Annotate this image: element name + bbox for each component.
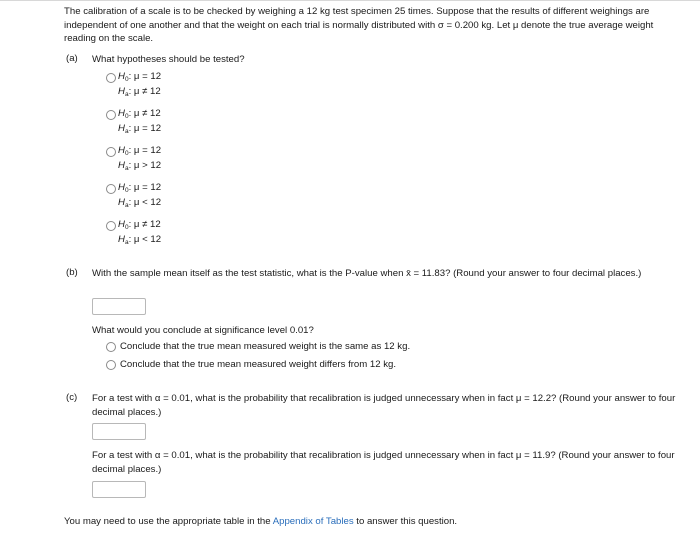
hypothesis-option-radio[interactable] xyxy=(106,221,116,231)
alternative-hypothesis: $H_a$: μ < 12 xyxy=(118,234,162,246)
alternative-hypothesis: $H_a$: μ = 12 xyxy=(118,123,162,135)
hypothesis-option-radio[interactable] xyxy=(106,147,116,157)
footer-text-before: You may need to use the appropriate table in the xyxy=(64,516,273,527)
alternative-hypothesis: $H_a$: μ < 12 xyxy=(118,197,162,209)
null-hypothesis: $H_0$: μ = 12 xyxy=(118,145,162,157)
conclusion-question: What would you conclude at significance level 0.01? xyxy=(92,325,314,336)
conclude-differs-radio[interactable] xyxy=(106,360,116,370)
appendix-of-tables-link[interactable]: Appendix of Tables xyxy=(272,516,354,527)
null-hypothesis: $H_0$: μ ≠ 12 xyxy=(118,219,161,231)
conclude-same-label: Conclude that the true mean measured weight is the same as 12 kg. xyxy=(120,341,411,352)
hypothesis-option-radio[interactable] xyxy=(106,110,116,120)
problem-intro: The calibration of a scale is to be checked by weighing a 12 kg test specimen 25 times. Suppose that the results of different weighings are independent of one another and that the weight on each trial is normally distributed with σ = 0.200 kg. Let μ denote the true average weight reading on the scale. xyxy=(64,6,654,44)
alternative-hypothesis: $H_a$: μ ≠ 12 xyxy=(118,86,161,98)
h0-symbol: H xyxy=(118,71,125,82)
ha-symbol: H xyxy=(118,197,125,208)
null-hypothesis: $H_0$: μ = 12 xyxy=(118,182,162,194)
hypothesis-option-radio[interactable] xyxy=(106,184,116,194)
ha-symbol: H xyxy=(118,123,125,134)
h0-symbol: H xyxy=(118,219,125,230)
h0-symbol: H xyxy=(118,182,125,193)
p-value-answer-input[interactable] xyxy=(92,298,146,315)
part-b-label: (b) xyxy=(66,267,78,278)
part-b-question: With the sample mean itself as the test statistic, what is the P-value when x̄ = 11.83? (Round your answer to four decimal places.) xyxy=(92,268,642,279)
h0-symbol: H xyxy=(118,108,125,119)
part-c-question-1: For a test with α = 0.01, what is the probability that recalibration is judged unnecessary when in fact μ = 12.2? (Round your answer to four decimal places.) xyxy=(92,393,676,418)
prob-11-9-answer-input[interactable] xyxy=(92,481,146,498)
prob-12-2-answer-input[interactable] xyxy=(92,423,146,440)
footer-text-after: to answer this question. xyxy=(353,516,458,527)
conclude-same-radio[interactable] xyxy=(106,342,116,352)
ha-symbol: H xyxy=(118,160,125,171)
ha-symbol: H xyxy=(118,234,125,245)
null-hypothesis: $H_0$: μ ≠ 12 xyxy=(118,108,161,120)
null-hypothesis: $H_0$: μ = 12 xyxy=(118,71,162,83)
part-c-label: (c) xyxy=(66,392,78,403)
ha-symbol: H xyxy=(118,86,125,97)
h0-symbol: H xyxy=(118,145,125,156)
part-a-label: (a) xyxy=(66,53,78,64)
conclude-differs-label: Conclude that the true mean measured weight differs from 12 kg. xyxy=(120,359,397,370)
footer-note xyxy=(64,516,457,527)
part-a-question: What hypotheses should be tested? xyxy=(92,54,245,65)
top-divider xyxy=(0,0,700,1)
part-c-question-2: For a test with α = 0.01, what is the probability that recalibration is judged unnecessary when in fact μ = 11.9? (Round your answer to four decimal places.) xyxy=(92,450,675,475)
hypothesis-option-radio[interactable] xyxy=(106,73,116,83)
alternative-hypothesis: $H_a$: μ > 12 xyxy=(118,160,162,172)
